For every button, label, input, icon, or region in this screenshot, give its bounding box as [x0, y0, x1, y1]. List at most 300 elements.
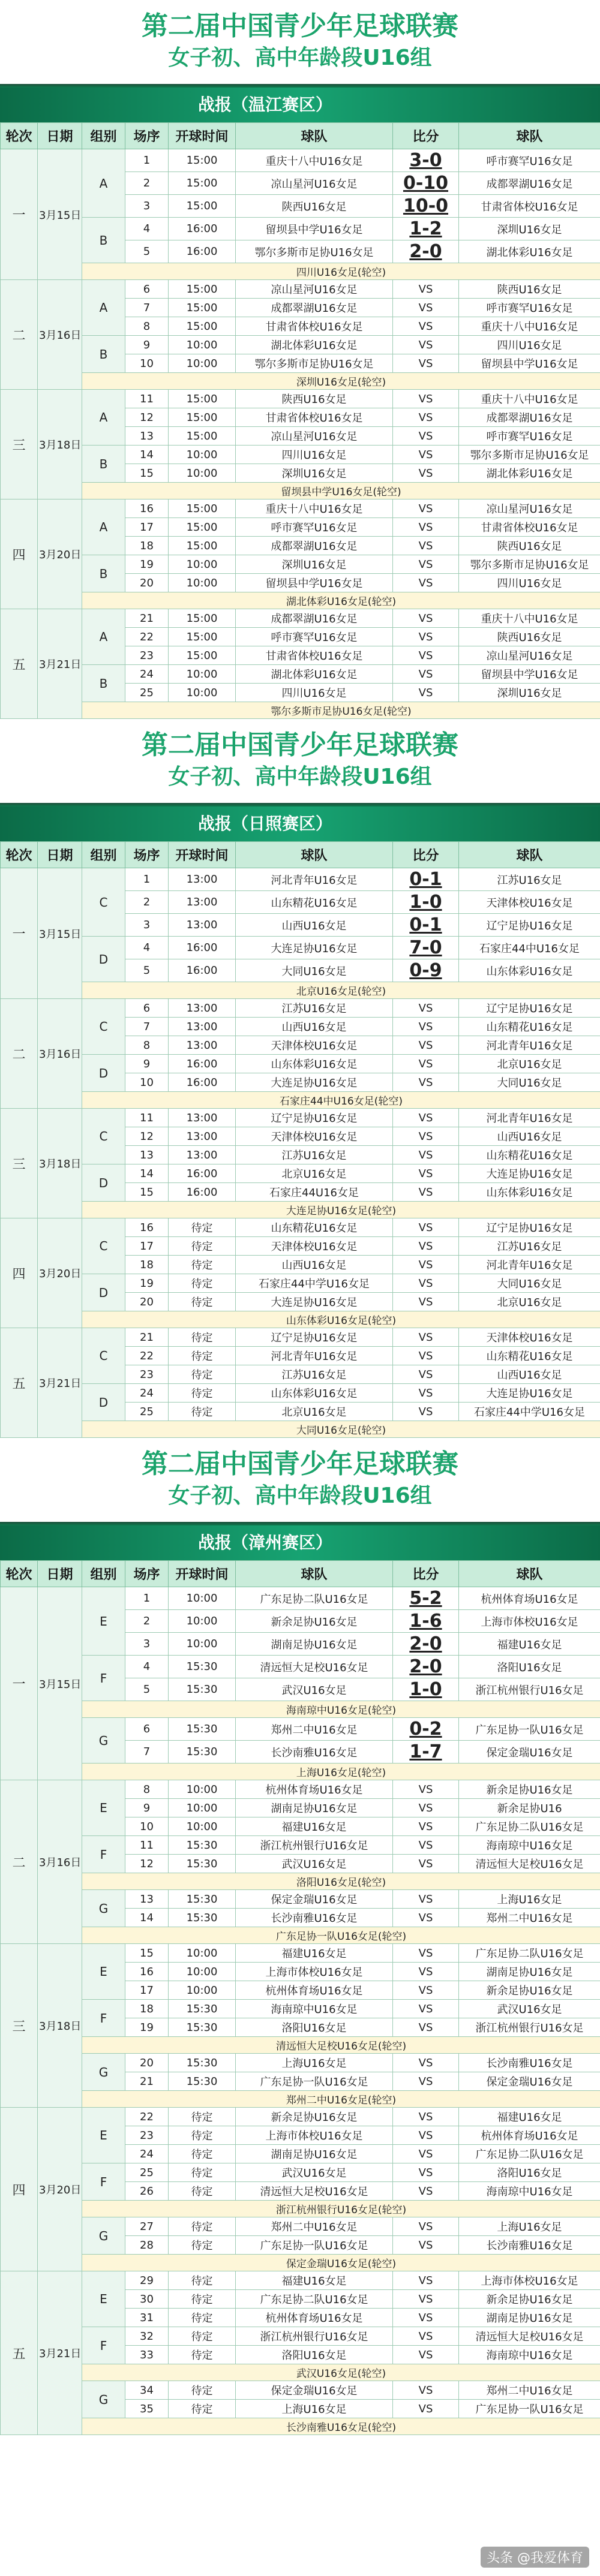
match-score: VS: [393, 628, 459, 646]
match-score: VS: [393, 499, 459, 518]
kickoff-time: 15:00: [169, 628, 236, 646]
match-score: VS: [393, 1403, 459, 1421]
match-score: VS: [393, 299, 459, 317]
match-score: VS: [393, 1164, 459, 1183]
home-team: 重庆十八中U16女足: [236, 499, 393, 518]
column-header: 比分: [393, 1561, 459, 1587]
away-team: 广东足协一队U16女足: [459, 1718, 600, 1741]
match-number: 7: [125, 299, 169, 317]
group-cell: C: [82, 1328, 125, 1384]
group-cell: E: [82, 2271, 125, 2327]
match-row: [1, 1944, 600, 1963]
column-header: 球队: [459, 123, 600, 149]
match-number: 13: [125, 1890, 169, 1909]
match-score: VS: [393, 2236, 459, 2255]
bye-row: [1, 2364, 600, 2381]
match-score: VS: [393, 1328, 459, 1347]
bye-team: 北京U16女足(轮空): [82, 982, 600, 999]
match-score: VS: [393, 574, 459, 592]
match-row: [1, 1718, 600, 1741]
home-team: 石家庄44U16女足: [236, 1183, 393, 1202]
kickoff-time: 15:00: [169, 518, 236, 537]
home-team: 辽宁足协U16女足: [236, 1328, 393, 1347]
match-number: 18: [125, 537, 169, 555]
home-team: 湖南足协U16女足: [236, 1799, 393, 1817]
column-header: 轮次: [1, 123, 38, 149]
match-number: 11: [125, 1836, 169, 1855]
away-team: 凉山星河U16女足: [459, 646, 600, 665]
region-banner: 战报（日照赛区）: [0, 806, 600, 841]
match-number: 5: [125, 959, 169, 982]
match-row: [1, 499, 600, 518]
kickoff-time: 10:00: [169, 1981, 236, 2000]
league-title: 第二届中国青少年足球联赛: [142, 1449, 458, 1479]
match-number: 2: [125, 172, 169, 195]
away-team: 福建U16女足: [459, 2108, 600, 2126]
group-cell: C: [82, 1218, 125, 1274]
match-number: 9: [125, 336, 169, 354]
league-subtitle: 女子初、高中年龄段U16组: [168, 1483, 432, 1508]
round-cell: 五: [1, 1328, 38, 1438]
title-block: [0, 1438, 600, 1522]
match-number: 3: [125, 195, 169, 218]
match-score: VS: [393, 1817, 459, 1836]
home-team: 江苏U16女足: [236, 1146, 393, 1164]
away-team: 深圳U16女足: [459, 218, 600, 240]
round-cell: 四: [1, 2108, 38, 2271]
group-cell: F: [82, 2000, 125, 2037]
schedule-table: [0, 841, 600, 1438]
group-cell: D: [82, 1164, 125, 1202]
match-score: 1-0: [393, 891, 459, 914]
match-number: 2: [125, 891, 169, 914]
match-score: VS: [393, 1384, 459, 1403]
match-row: [1, 2381, 600, 2400]
home-team: 广东足协二队U16女足: [236, 2290, 393, 2309]
home-team: 北京U16女足: [236, 1403, 393, 1421]
match-number: 33: [125, 2346, 169, 2364]
kickoff-time: 待定: [169, 2346, 236, 2364]
match-number: 12: [125, 1855, 169, 1873]
match-number: 32: [125, 2327, 169, 2346]
round-cell: 一: [1, 868, 38, 999]
away-team: 保定金瑞U16女足: [459, 1741, 600, 1764]
bye-team: 清远恒大足校U16女足(轮空): [82, 2037, 600, 2054]
match-score: VS: [393, 1909, 459, 1927]
match-score: VS: [393, 1274, 459, 1293]
match-number: 28: [125, 2236, 169, 2255]
watermark: 头条 @我爱体育: [481, 2547, 589, 2568]
group-cell: A: [82, 280, 125, 336]
match-number: 25: [125, 1403, 169, 1421]
home-team: 大同U16女足: [236, 959, 393, 982]
kickoff-time: 待定: [169, 2145, 236, 2163]
kickoff-time: 待定: [169, 2126, 236, 2145]
match-score: VS: [393, 2163, 459, 2182]
match-score: 1-0: [393, 1678, 459, 1701]
column-header: 日期: [38, 842, 82, 868]
match-score: 7-0: [393, 937, 459, 959]
date-cell: 3月15日: [38, 149, 82, 280]
away-team: 山东体彩U16女足: [459, 1183, 600, 1202]
date-cell: 3月21日: [38, 2271, 82, 2435]
match-score: VS: [393, 1055, 459, 1073]
away-team: 杭州体育场U16女足: [459, 1587, 600, 1610]
match-score: VS: [393, 1963, 459, 1981]
home-team: 凉山星河U16女足: [236, 172, 393, 195]
column-header: 组别: [82, 123, 125, 149]
away-team: 凉山星河U16女足: [459, 499, 600, 518]
kickoff-time: 15:00: [169, 499, 236, 518]
away-team: 广东足协一队U16女足: [459, 2400, 600, 2418]
away-team: 山西U16女足: [459, 1365, 600, 1384]
round-cell: 四: [1, 1218, 38, 1328]
bye-row: [1, 1873, 600, 1890]
match-score: VS: [393, 999, 459, 1018]
kickoff-time: 待定: [169, 2309, 236, 2327]
match-number: 3: [125, 914, 169, 937]
home-team: 江苏U16女足: [236, 999, 393, 1018]
kickoff-time: 15:30: [169, 1890, 236, 1909]
match-row: [1, 218, 600, 240]
region-section: [0, 0, 600, 719]
bye-team: 深圳U16女足(轮空): [82, 373, 600, 390]
match-number: 7: [125, 1741, 169, 1764]
match-score: 10-0: [393, 195, 459, 218]
column-header: 比分: [393, 123, 459, 149]
round-cell: 五: [1, 609, 38, 719]
kickoff-time: 16:00: [169, 1073, 236, 1092]
round-cell: 一: [1, 1587, 38, 1780]
away-team: 湖北体彩U16女足: [459, 240, 600, 263]
kickoff-time: 待定: [169, 1365, 236, 1384]
match-score: VS: [393, 1018, 459, 1036]
match-row: [1, 446, 600, 464]
kickoff-time: 16:00: [169, 1055, 236, 1073]
match-number: 7: [125, 1018, 169, 1036]
away-team: 呼市赛罕U16女足: [459, 149, 600, 172]
match-number: 22: [125, 1347, 169, 1365]
away-team: 重庆十八中U16女足: [459, 390, 600, 408]
match-score: VS: [393, 2145, 459, 2163]
column-header: 球队: [236, 1561, 393, 1587]
league-subtitle: 女子初、高中年龄段U16组: [168, 765, 432, 789]
match-row: [1, 390, 600, 408]
home-team: 长沙南雅U16女足: [236, 1741, 393, 1764]
away-team: 广东足协二队U16女足: [459, 1817, 600, 1836]
match-number: 9: [125, 1799, 169, 1817]
bye-team: 石家庄44中U16女足(轮空): [82, 1092, 600, 1109]
match-number: 25: [125, 2163, 169, 2182]
match-score: VS: [393, 1855, 459, 1873]
match-row: [1, 2217, 600, 2236]
away-team: 山东体彩U16女足: [459, 959, 600, 982]
home-team: 上海市体校U16女足: [236, 1963, 393, 1981]
match-number: 6: [125, 999, 169, 1018]
match-score: 1-6: [393, 1610, 459, 1633]
group-cell: F: [82, 1836, 125, 1873]
bye-team: 郑州二中U16女足(轮空): [82, 2091, 600, 2108]
column-header: 比分: [393, 842, 459, 868]
region-banner: 战报（温江赛区）: [0, 88, 600, 122]
kickoff-time: 待定: [169, 2400, 236, 2418]
match-score: VS: [393, 2290, 459, 2309]
column-header: 轮次: [1, 1561, 38, 1587]
match-score: VS: [393, 2000, 459, 2018]
away-team: 天津体校U16女足: [459, 1328, 600, 1347]
group-cell: C: [82, 868, 125, 937]
match-number: 17: [125, 518, 169, 537]
match-number: 10: [125, 1817, 169, 1836]
away-team: 甘肃省体校U16女足: [459, 195, 600, 218]
column-header: 日期: [38, 1561, 82, 1587]
home-team: 保定金瑞U16女足: [236, 2381, 393, 2400]
match-number: 24: [125, 1384, 169, 1403]
home-team: 福建U16女足: [236, 1817, 393, 1836]
home-team: 成都翠湖U16女足: [236, 609, 393, 628]
home-team: 上海U16女足: [236, 2400, 393, 2418]
match-score: 0-1: [393, 868, 459, 891]
match-score: VS: [393, 1127, 459, 1146]
home-team: 四川U16女足: [236, 446, 393, 464]
home-team: 福建U16女足: [236, 1944, 393, 1963]
home-team: 天津体校U16女足: [236, 1237, 393, 1256]
away-team: 郑州二中U16女足: [459, 1909, 600, 1927]
schedule-table: [0, 1560, 600, 2435]
title-block: [0, 0, 600, 84]
away-team: 大连足协U16女足: [459, 1384, 600, 1403]
match-row: [1, 1890, 600, 1909]
bye-row: [1, 373, 600, 390]
match-number: 23: [125, 1365, 169, 1384]
away-team: 海南琼中U16女足: [459, 2346, 600, 2364]
kickoff-time: 15:00: [169, 317, 236, 336]
match-number: 19: [125, 2018, 169, 2037]
home-team: 新余足协U16女足: [236, 2108, 393, 2126]
group-cell: C: [82, 999, 125, 1055]
away-team: 广东足协二队U16女足: [459, 1944, 600, 1963]
date-cell: 3月18日: [38, 1109, 82, 1218]
bye-row: [1, 1092, 600, 1109]
match-score: VS: [393, 2271, 459, 2290]
away-team: 陕西U16女足: [459, 537, 600, 555]
home-team: 甘肃省体校U16女足: [236, 317, 393, 336]
match-score: VS: [393, 1146, 459, 1164]
away-team: 辽宁足协U16女足: [459, 999, 600, 1018]
kickoff-time: 16:00: [169, 1183, 236, 1202]
date-cell: 3月20日: [38, 2108, 82, 2271]
match-row: [1, 1055, 600, 1073]
home-team: 留坝县中学U16女足: [236, 574, 393, 592]
away-team: 上海U16女足: [459, 2217, 600, 2236]
match-number: 31: [125, 2309, 169, 2327]
away-team: 山东精花U16女足: [459, 1146, 600, 1164]
group-cell: D: [82, 1384, 125, 1421]
match-number: 24: [125, 665, 169, 684]
date-cell: 3月16日: [38, 280, 82, 390]
away-team: 辽宁足协U16女足: [459, 914, 600, 937]
match-score: VS: [393, 354, 459, 373]
match-number: 1: [125, 1587, 169, 1610]
home-team: 湖北体彩U16女足: [236, 336, 393, 354]
match-row: [1, 937, 600, 959]
bye-row: [1, 2037, 600, 2054]
match-number: 5: [125, 240, 169, 263]
home-team: 大连足协U16女足: [236, 1293, 393, 1311]
match-score: VS: [393, 390, 459, 408]
bye-team: 留坝县中学U16女足(轮空): [82, 483, 600, 499]
match-number: 23: [125, 2126, 169, 2145]
away-team: 清远恒大足校U16女足: [459, 1855, 600, 1873]
kickoff-time: 15:30: [169, 1718, 236, 1741]
away-team: 天津体校U16女足: [459, 891, 600, 914]
away-team: 河北青年U16女足: [459, 1036, 600, 1055]
home-team: 郑州二中U16女足: [236, 1718, 393, 1741]
match-row: [1, 1587, 600, 1610]
home-team: 杭州体育场U16女足: [236, 2309, 393, 2327]
league-title: 第二届中国青少年足球联赛: [142, 730, 458, 760]
match-number: 10: [125, 1073, 169, 1092]
match-number: 35: [125, 2400, 169, 2418]
match-score: 1-7: [393, 1741, 459, 1764]
match-number: 16: [125, 1963, 169, 1981]
match-number: 21: [125, 1328, 169, 1347]
kickoff-time: 16:00: [169, 1164, 236, 1183]
away-team: 山西U16女足: [459, 1127, 600, 1146]
group-cell: C: [82, 1109, 125, 1164]
date-cell: 3月20日: [38, 499, 82, 609]
column-header: 场序: [125, 123, 169, 149]
column-header: 组别: [82, 842, 125, 868]
match-score: VS: [393, 2381, 459, 2400]
match-score: VS: [393, 2309, 459, 2327]
match-number: 8: [125, 1780, 169, 1799]
home-team: 广东足协一队U16女足: [236, 2236, 393, 2255]
column-header: 轮次: [1, 842, 38, 868]
kickoff-time: 15:00: [169, 195, 236, 218]
match-number: 14: [125, 446, 169, 464]
match-score: 3-0: [393, 149, 459, 172]
kickoff-time: 15:00: [169, 390, 236, 408]
match-score: VS: [393, 684, 459, 702]
away-team: 留坝县中学U16女足: [459, 354, 600, 373]
home-team: 海南琼中U16女足: [236, 2000, 393, 2018]
match-number: 12: [125, 408, 169, 427]
match-number: 1: [125, 149, 169, 172]
match-number: 11: [125, 390, 169, 408]
bye-team: 浙江杭州银行U16女足(轮空): [82, 2201, 600, 2217]
away-team: 大同U16女足: [459, 1274, 600, 1293]
group-cell: E: [82, 2108, 125, 2163]
column-header: 球队: [236, 123, 393, 149]
match-number: 5: [125, 1678, 169, 1701]
kickoff-time: 15:00: [169, 408, 236, 427]
match-number: 19: [125, 555, 169, 574]
home-team: 大连足协U16女足: [236, 937, 393, 959]
match-number: 27: [125, 2217, 169, 2236]
group-cell: B: [82, 446, 125, 483]
match-score: VS: [393, 2108, 459, 2126]
group-cell: F: [82, 1656, 125, 1701]
bye-team: 四川U16女足(轮空): [82, 263, 600, 280]
kickoff-time: 15:30: [169, 1909, 236, 1927]
match-score: 0-9: [393, 959, 459, 982]
bye-team: 海南琼中U16女足(轮空): [82, 1701, 600, 1718]
match-score: 1-2: [393, 218, 459, 240]
home-team: 石家庄44中学U16女足: [236, 1274, 393, 1293]
match-score: 2-0: [393, 1633, 459, 1656]
kickoff-time: 15:00: [169, 172, 236, 195]
away-team: 石家庄44中U16女足: [459, 937, 600, 959]
match-number: 14: [125, 1909, 169, 1927]
match-number: 2: [125, 1610, 169, 1633]
match-row: [1, 1328, 600, 1347]
away-team: 四川U16女足: [459, 574, 600, 592]
kickoff-time: 13:00: [169, 1146, 236, 1164]
match-number: 29: [125, 2271, 169, 2290]
match-score: VS: [393, 518, 459, 537]
bye-team: 大连足协U16女足(轮空): [82, 1202, 600, 1218]
match-number: 20: [125, 574, 169, 592]
match-number: 30: [125, 2290, 169, 2309]
home-team: 甘肃省体校U16女足: [236, 408, 393, 427]
schedule-table: [0, 122, 600, 719]
group-cell: B: [82, 665, 125, 702]
match-number: 22: [125, 2108, 169, 2126]
match-number: 6: [125, 280, 169, 299]
away-team: 新余足协U16女足: [459, 2290, 600, 2309]
kickoff-time: 10:00: [169, 1817, 236, 1836]
kickoff-time: 10:00: [169, 446, 236, 464]
away-team: 海南琼中U16女足: [459, 1836, 600, 1855]
home-team: 陕西U16女足: [236, 390, 393, 408]
kickoff-time: 15:30: [169, 1741, 236, 1764]
kickoff-time: 待定: [169, 2327, 236, 2346]
date-cell: 3月15日: [38, 1587, 82, 1780]
bye-team: 长沙南雅U16女足(轮空): [82, 2418, 600, 2435]
away-team: 郑州二中U16女足: [459, 2381, 600, 2400]
match-score: VS: [393, 2072, 459, 2091]
kickoff-time: 待定: [169, 2236, 236, 2255]
home-team: 清远恒大足校U16女足: [236, 1656, 393, 1678]
match-score: VS: [393, 2182, 459, 2201]
home-team: 广东足协一队U16女足: [236, 2072, 393, 2091]
kickoff-time: 待定: [169, 2290, 236, 2309]
date-cell: 3月21日: [38, 1328, 82, 1438]
match-number: 18: [125, 2000, 169, 2018]
away-team: 浙江杭州银行U16女足: [459, 2018, 600, 2037]
match-score: VS: [393, 1256, 459, 1274]
match-number: 11: [125, 1109, 169, 1127]
match-row: [1, 336, 600, 354]
home-team: 留坝县中学U16女足: [236, 218, 393, 240]
kickoff-time: 15:30: [169, 1656, 236, 1678]
date-cell: 3月16日: [38, 999, 82, 1109]
match-number: 4: [125, 1656, 169, 1678]
match-row: [1, 555, 600, 574]
group-cell: A: [82, 499, 125, 555]
home-team: 陕西U16女足: [236, 195, 393, 218]
match-row: [1, 1109, 600, 1127]
home-team: 山西U16女足: [236, 1018, 393, 1036]
match-number: 24: [125, 2145, 169, 2163]
home-team: 成都翠湖U16女足: [236, 537, 393, 555]
bye-team: 鄂尔多斯市足协U16女足(轮空): [82, 702, 600, 719]
away-team: 河北青年U16女足: [459, 1256, 600, 1274]
home-team: 河北青年U16女足: [236, 868, 393, 891]
home-team: 山东体彩U16女足: [236, 1384, 393, 1403]
home-team: 呼市赛罕U16女足: [236, 628, 393, 646]
